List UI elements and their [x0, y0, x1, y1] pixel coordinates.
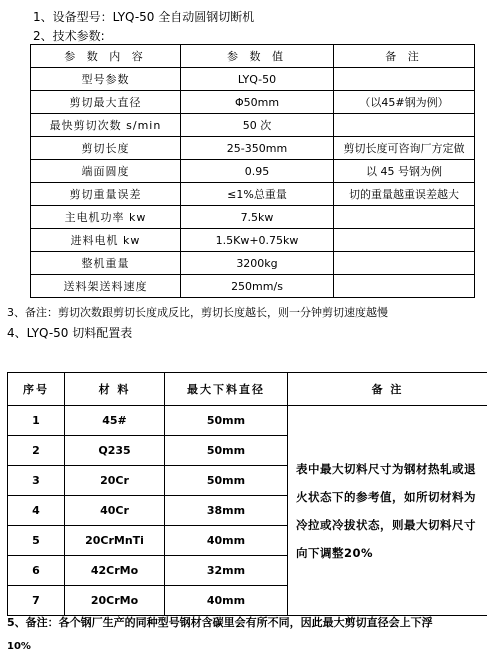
- spec-param-cell: 主电机功率 kw: [31, 206, 181, 229]
- spec-value-cell: 1.5Kw+0.75kw: [181, 229, 334, 252]
- config-header-row: [8, 373, 487, 406]
- config-material-cell: 20Cr: [65, 466, 165, 496]
- spec-remark-cell: [334, 206, 475, 229]
- config-diameter-cell: 50mm: [165, 466, 288, 496]
- section-4-heading: 4、LYQ-50 切料配置表: [7, 326, 133, 340]
- spec-row: [31, 160, 475, 183]
- config-header-max-diameter: 最大下料直径: [165, 373, 288, 406]
- spec-value-cell: 50 次: [181, 114, 334, 137]
- spec-header-row: [31, 45, 475, 68]
- spec-param-cell: 剪切最大直径: [31, 91, 181, 114]
- spec-param-cell: 剪切长度: [31, 137, 181, 160]
- spec-row: [31, 252, 475, 275]
- config-material-cell: 20CrMnTi: [65, 526, 165, 556]
- config-remark-cell: 表中最大切料尺寸为钢材热轧或退火状态下的参考值，如所切材料为冷拉或冷拔状态，则最大切料尺寸向下调整20%: [288, 406, 487, 616]
- config-row: [8, 406, 487, 436]
- spec-table: [30, 44, 475, 298]
- config-material-cell: 40Cr: [65, 496, 165, 526]
- spec-header-param: 参 数 内 容: [31, 45, 181, 68]
- config-material-cell: 20CrMo: [65, 586, 165, 616]
- spec-value-cell: LYQ-50: [181, 68, 334, 91]
- spec-param-cell: 送料架送料速度: [31, 275, 181, 298]
- config-index-cell: 7: [8, 586, 65, 616]
- spec-param-cell: 剪切重量误差: [31, 183, 181, 206]
- config-header-remark: 备 注: [288, 373, 487, 406]
- spec-row: [31, 275, 475, 298]
- config-header-index: 序号: [8, 373, 65, 406]
- spec-remark-cell: [334, 68, 475, 91]
- config-diameter-cell: 32mm: [165, 556, 288, 586]
- spec-value-cell: ≤1%总重量: [181, 183, 334, 206]
- spec-remark-cell: 以 45 号钢为例: [334, 160, 475, 183]
- config-table-body: [8, 373, 487, 616]
- spec-remark-cell: 剪切长度可咨询厂方定做: [334, 137, 475, 160]
- spec-row: [31, 183, 475, 206]
- spec-value-cell: 250mm/s: [181, 275, 334, 298]
- note-5-line-1: 5、备注：各个钢厂生产的同种型号钢材含碳里会有所不同，因此最大剪切直径会上下浮: [7, 616, 433, 629]
- spec-row: [31, 114, 475, 137]
- spec-param-cell: 最快剪切次数 s/min: [31, 114, 181, 137]
- config-index-cell: 5: [8, 526, 65, 556]
- config-material-cell: Q235: [65, 436, 165, 466]
- config-index-cell: 6: [8, 556, 65, 586]
- config-index-cell: 2: [8, 436, 65, 466]
- config-material-cell: 42CrMo: [65, 556, 165, 586]
- spec-value-cell: 25-350mm: [181, 137, 334, 160]
- spec-table-body: [31, 45, 475, 298]
- spec-remark-cell: [334, 114, 475, 137]
- spec-value-cell: 3200kg: [181, 252, 334, 275]
- config-index-cell: 3: [8, 466, 65, 496]
- spec-value-cell: Φ50mm: [181, 91, 334, 114]
- note-5-line-2: 10%: [7, 641, 31, 652]
- config-header-material: 材 料: [65, 373, 165, 406]
- spec-row: [31, 137, 475, 160]
- config-diameter-cell: 38mm: [165, 496, 288, 526]
- spec-param-cell: 型号参数: [31, 68, 181, 91]
- spec-row: [31, 68, 475, 91]
- spec-row: [31, 206, 475, 229]
- spec-remark-cell: （以45#钢为例）: [334, 91, 475, 114]
- config-index-cell: 4: [8, 496, 65, 526]
- config-table: [7, 372, 487, 616]
- config-diameter-cell: 40mm: [165, 526, 288, 556]
- config-material-cell: 45#: [65, 406, 165, 436]
- section-2-heading: 2、技术参数:: [33, 29, 105, 43]
- spec-param-cell: 端面圆度: [31, 160, 181, 183]
- note-3: 3、备注：剪切次数跟剪切长度成反比，剪切长度越长，则一分钟剪切速度越慢: [7, 306, 388, 319]
- spec-value-cell: 0.95: [181, 160, 334, 183]
- spec-header-value: 参 数 值: [181, 45, 334, 68]
- spec-remark-cell: 切的重量越重误差越大: [334, 183, 475, 206]
- config-index-cell: 1: [8, 406, 65, 436]
- spec-remark-cell: [334, 252, 475, 275]
- config-diameter-cell: 50mm: [165, 406, 288, 436]
- spec-row: [31, 229, 475, 252]
- spec-param-cell: 整机重量: [31, 252, 181, 275]
- config-diameter-cell: 40mm: [165, 586, 288, 616]
- config-diameter-cell: 50mm: [165, 436, 288, 466]
- spec-row: [31, 91, 475, 114]
- spec-param-cell: 进料电机 kw: [31, 229, 181, 252]
- spec-remark-cell: [334, 229, 475, 252]
- spec-header-remark: 备 注: [334, 45, 475, 68]
- spec-value-cell: 7.5kw: [181, 206, 334, 229]
- section-1-heading: 1、设备型号：LYQ-50 全自动圆钢切断机: [33, 10, 255, 24]
- spec-remark-cell: [334, 275, 475, 298]
